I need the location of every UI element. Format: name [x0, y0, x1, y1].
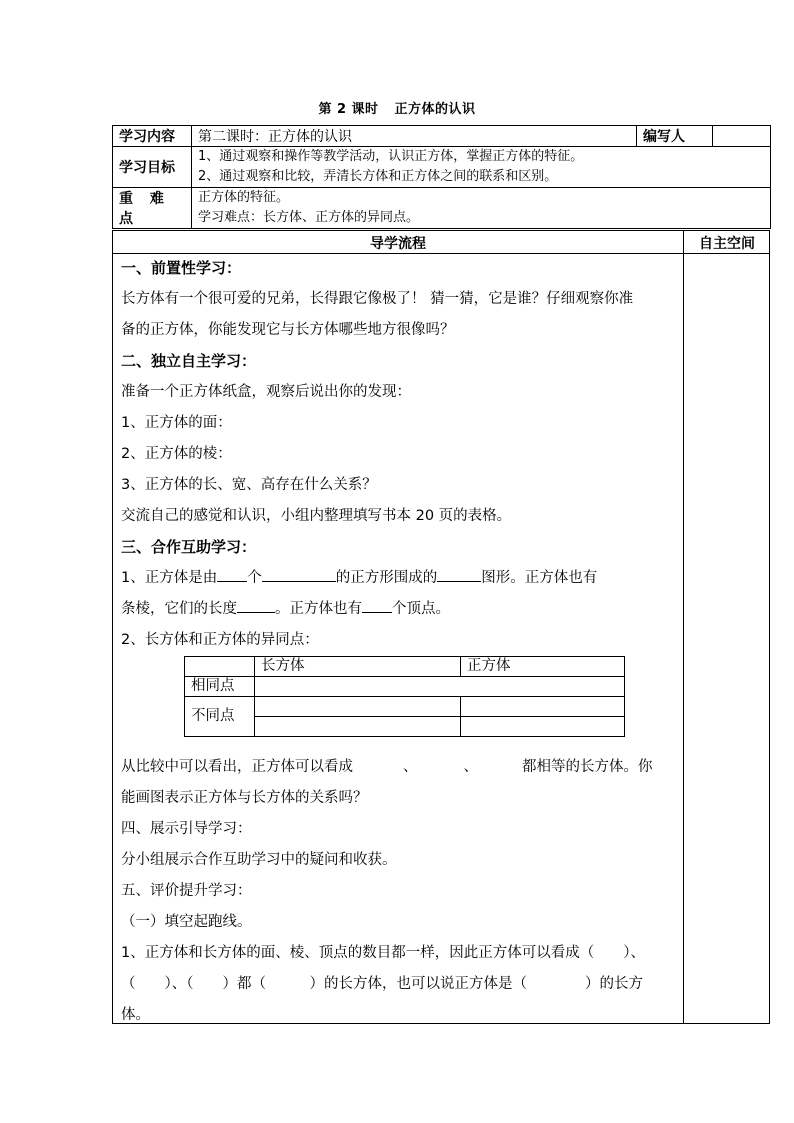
- section-1-text: 长方体有一个很可爱的兄弟，长得跟它像极了！ 猜一猜，它是谁？仔细观察你准: [121, 291, 634, 307]
- fill-in-question-5: 1、正方体和长方体的面、棱、顶点的数目都一样，因此正方体可以看成（ ）、: [121, 945, 645, 961]
- fill-in-question-1: 1、正方体是由 个 的正方形围成的 图形。正方体也有: [121, 563, 677, 594]
- comparison-conclusion-cont: 能画图表示正方体与长方体的关系吗？: [121, 790, 368, 806]
- column-divider: [683, 230, 684, 1023]
- goals-cell: [192, 147, 771, 188]
- fill-in-question-5-end: 体。: [121, 1007, 150, 1023]
- section-1-heading: 一、前置性学习：: [121, 259, 242, 277]
- goal-item: 2、通过观察和比较，弄清长方体和正方体之间的联系和区别。: [198, 169, 558, 184]
- section-4-heading: 四、展示引导学习：: [121, 821, 252, 837]
- author-label: 编写人: [637, 126, 713, 147]
- blank-input[interactable]: [217, 564, 247, 582]
- diff-cuboid-cell[interactable]: [255, 697, 461, 717]
- blank-input[interactable]: [362, 595, 392, 613]
- content-value: 第二课时：正方体的认识: [192, 126, 637, 147]
- flow-content: [121, 253, 677, 1031]
- question-dimensions: 3、正方体的长、宽、高存在什么关系？: [121, 477, 377, 493]
- same-answer-cell[interactable]: [255, 677, 625, 697]
- section-5-subheading: （一）填空起跑线。: [121, 914, 252, 930]
- comparison-conclusion: 从比较中可以看出，正方体可以看成 、 、 都相等的长方体。你: [121, 759, 653, 775]
- section-5-heading: 五、评价提升学习：: [121, 883, 252, 899]
- row-label-diff: 不同点: [185, 697, 255, 737]
- space-title: 自主空间: [699, 236, 755, 252]
- question-edges: 2、正方体的棱：: [121, 446, 232, 462]
- flow-title: 导学流程: [370, 236, 426, 252]
- section-2-summary: 交流自己的感觉和认识，小组内整理填写书本 20 页的表格。: [121, 508, 512, 524]
- table-corner-cell: [185, 657, 255, 677]
- key-point-item: 学习难点：长方体、正方体的异同点。: [198, 210, 420, 225]
- table-header-cube: 正方体: [461, 657, 625, 677]
- lesson-header-table: [112, 125, 771, 229]
- comparison-table-wrap: [121, 656, 677, 752]
- content-label: 学习内容: [113, 126, 192, 147]
- comparison-question: 2、长方体和正方体的异同点：: [121, 632, 319, 648]
- fill-in-question-5-cont: （ ）、（ ）都（ ）的长方体，也可以说正方体是（ ）的长方: [121, 976, 643, 992]
- section-3-heading: 三、合作互助学习：: [121, 538, 257, 556]
- key-points-label: 重 难 点: [113, 188, 192, 229]
- study-flow-section: [112, 230, 770, 1024]
- fill-in-question-1-cont: 条棱，它们的长度 。正方体也有 个顶点。: [121, 594, 677, 625]
- diff-cube-cell[interactable]: [461, 717, 625, 737]
- question-faces: 1、正方体的面：: [121, 415, 232, 431]
- diff-cuboid-cell[interactable]: [255, 717, 461, 737]
- blank-input[interactable]: [237, 595, 275, 613]
- diff-cube-cell[interactable]: [461, 697, 625, 717]
- blank-input[interactable]: [437, 564, 481, 582]
- author-value[interactable]: [713, 126, 771, 147]
- flow-column-header: [113, 230, 769, 254]
- section-2-heading: 二、独立自主学习：: [121, 352, 257, 370]
- section-4-text: 分小组展示合作互助学习中的疑问和收获。: [121, 852, 397, 868]
- row-label-same: 相同点: [185, 677, 255, 697]
- lesson-number: 第 2 课时: [318, 102, 379, 117]
- key-point-item: 正方体的特征。: [198, 190, 290, 205]
- section-2-intro: 准备一个正方体纸盒，观察后说出你的发现：: [121, 384, 411, 400]
- page-title: [0, 98, 794, 117]
- section-1-text: 备的正方体，你能发现它与长方体哪些地方很像吗？: [121, 322, 455, 338]
- comparison-table: [184, 656, 625, 737]
- goal-item: 1、通过观察和操作等教学活动，认识正方体，掌握正方体的特征。: [198, 149, 584, 164]
- table-header-cuboid: 长方体: [255, 657, 461, 677]
- key-points-cell: [192, 188, 771, 229]
- lesson-title: 正方体的认识: [394, 102, 476, 117]
- goals-label: 学习目标: [113, 147, 192, 188]
- blank-input[interactable]: [262, 564, 336, 582]
